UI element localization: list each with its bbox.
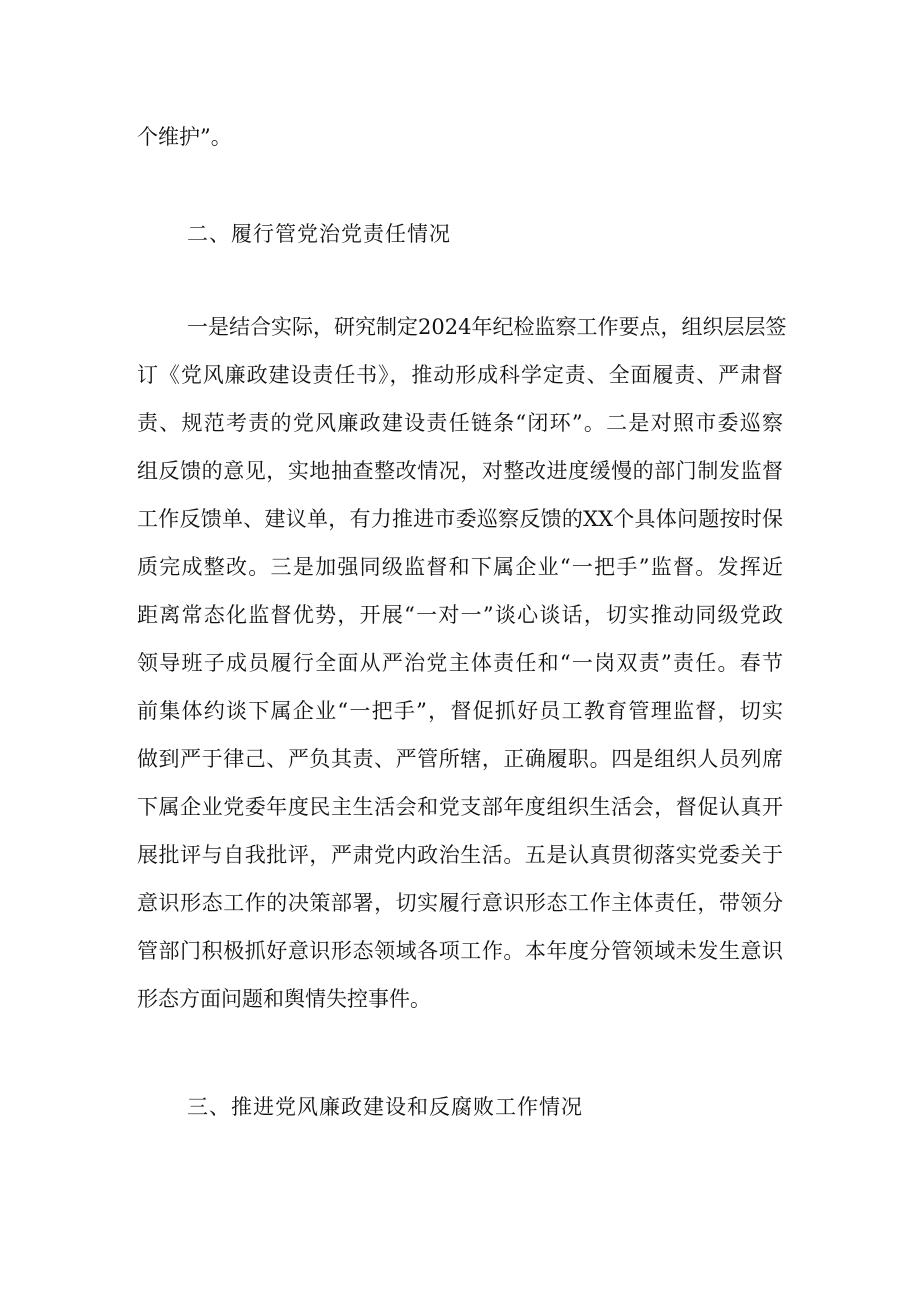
- continuation-line: 个维护”。: [137, 125, 232, 149]
- paragraph-line: 责、规范考责的党风廉政建设责任链条“闭环”。二是对照市委巡察: [137, 411, 783, 435]
- paragraph-line: 做到严于律己、严负其责、严管所辖，正确履职。四是组织人员列席: [137, 747, 783, 771]
- paragraph-line: 形态方面问题和舆情失控事件。: [137, 987, 431, 1011]
- paragraph-line: 一是结合实际，研究制定2024年纪检监察工作要点，组织层层签: [187, 315, 787, 339]
- paragraph-line: 意识形态工作的决策部署，切实履行意识形态工作主体责任，带领分: [137, 891, 783, 915]
- paragraph-line: 组反馈的意见，实地抽查整改情况，对整改进度缓慢的部门制发监督: [137, 459, 783, 483]
- paragraph-line: 展批评与自我批评，严肃党内政治生活。五是认真贯彻落实党委关于: [137, 843, 783, 867]
- paragraph-line: 领导班子成员履行全面从严治党主体责任和“一岗双责”责任。春节: [137, 651, 783, 675]
- paragraph-line: 下属企业党委年度民主生活会和党支部年度组织生活会，督促认真开: [137, 795, 783, 819]
- paragraph-line: 工作反馈单、建议单，有力推进市委巡察反馈的XX个具体问题按时保: [137, 507, 783, 531]
- section-3-heading: 三、推进党风廉政建设和反腐败工作情况: [187, 1095, 583, 1119]
- paragraph-line: 前集体约谈下属企业“一把手”，督促抓好员工教育管理监督，切实: [137, 699, 783, 723]
- section-2-heading: 二、履行管党治党责任情况: [187, 222, 451, 246]
- paragraph-line: 订《党风廉政建设责任书》，推动形成科学定责、全面履责、严肃督: [137, 363, 783, 387]
- paragraph-line: 距离常态化监督优势，开展“一对一”谈心谈话，切实推动同级党政: [137, 603, 783, 627]
- paragraph-line: 管部门积极抓好意识形态领域各项工作。本年度分管领域未发生意识: [137, 939, 783, 963]
- paragraph-line: 质完成整改。三是加强同级监督和下属企业“一把手”监督。发挥近: [137, 555, 783, 579]
